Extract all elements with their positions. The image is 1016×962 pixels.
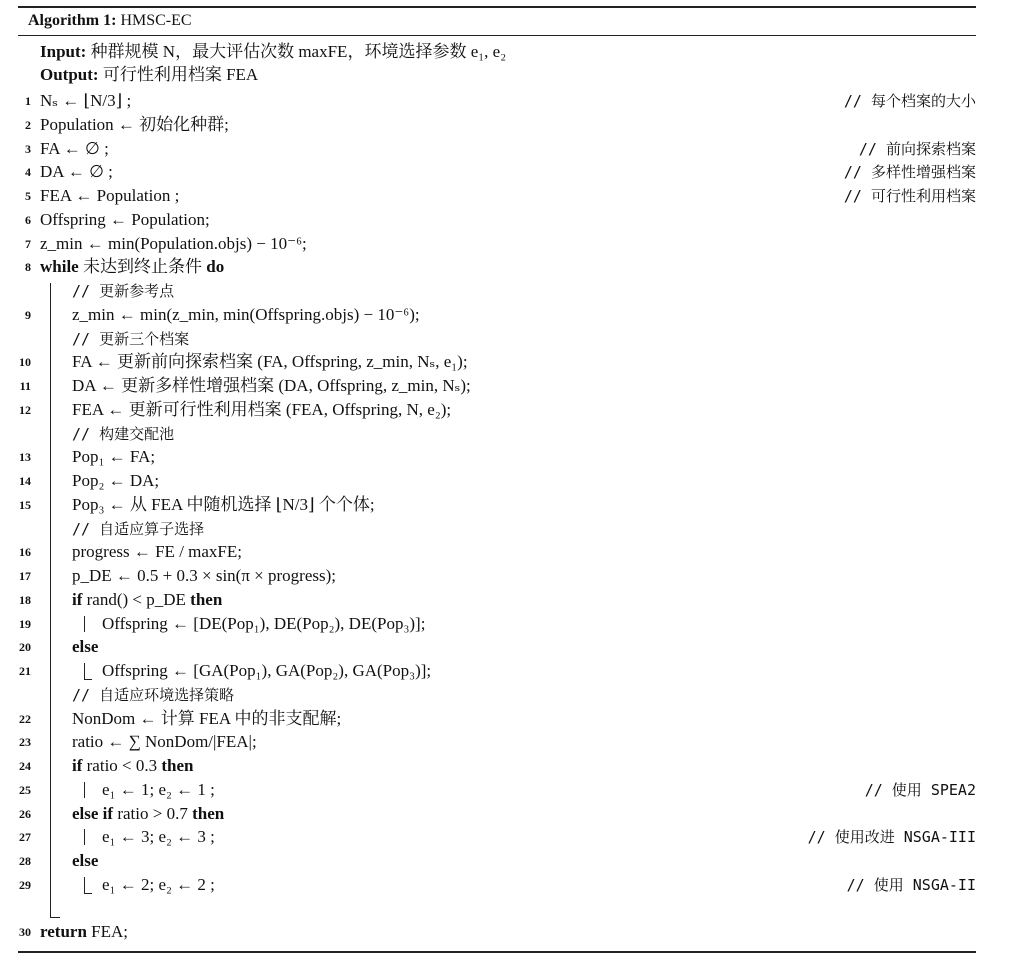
- line-code: [40, 232, 307, 256]
- statement-text: Pop₂ ← DA;: [72, 471, 160, 490]
- right-comment: // 使用 NSGA-II: [846, 875, 976, 894]
- inline-comment: // 更新参考点: [72, 282, 175, 300]
- statement-text: 未达到终止条件: [82, 257, 202, 277]
- line-code: [40, 89, 131, 113]
- while-block-bar: [50, 283, 51, 917]
- line-code: [72, 754, 194, 778]
- input-keyword: Input:: [40, 42, 87, 61]
- algorithm-title: [28, 9, 192, 33]
- right-comment: // 多样性增强档案: [843, 163, 976, 182]
- algorithm-line: [0, 137, 1016, 161]
- line-number: 13: [19, 450, 31, 465]
- inline-comment: // 自适应算子选择: [72, 519, 205, 538]
- line-number: 20: [19, 640, 31, 655]
- while-block-end: [50, 917, 60, 918]
- algorithm-line: [0, 920, 1016, 944]
- algorithm-line: [0, 873, 1016, 897]
- statement-text: ratio ← ∑ NonDom/|FEA|;: [72, 732, 257, 752]
- algorithm-line: [0, 802, 1016, 826]
- algorithm-line: [0, 754, 1016, 778]
- line-number: 14: [19, 474, 31, 488]
- line-code: [72, 303, 420, 327]
- line-number: 17: [19, 569, 31, 583]
- algorithm-line: [0, 255, 1016, 279]
- line-number: 2: [25, 117, 31, 132]
- algorithm-line: [0, 422, 1016, 446]
- algorithm-line: [0, 232, 1016, 256]
- line-code: [102, 778, 215, 802]
- line-code: [72, 849, 98, 873]
- line-code: [72, 730, 257, 754]
- right-comment: // 每个档案的大小: [843, 92, 976, 110]
- line-code: [40, 137, 109, 161]
- algorithm-line: [0, 350, 1016, 374]
- line-code: [102, 825, 215, 849]
- line-number: 12: [19, 402, 31, 417]
- algorithm-line: [0, 398, 1016, 422]
- keyword: while: [40, 257, 79, 277]
- statement-text: FA ← 更新前向探索档案 (FA, Offspring, z_min, Nₛ, e₁);: [72, 352, 468, 372]
- statement-text: FA ← ∅ ;: [40, 138, 109, 158]
- line-number: 8: [25, 260, 31, 275]
- algorithm-line: [0, 303, 1016, 327]
- statement-text: progress ← FE / maxFE;: [72, 542, 242, 562]
- line-number: 24: [19, 759, 31, 773]
- statement-text: Offspring ← Population;: [40, 209, 210, 229]
- line-number: 21: [19, 664, 31, 678]
- algorithm-line: [0, 730, 1016, 754]
- title-rule: [18, 35, 976, 36]
- keyword: else if: [72, 803, 114, 823]
- algorithm-line: [0, 588, 1016, 612]
- elseif-block-bar: [84, 829, 85, 845]
- statement-text: DA ← 更新多样性增强档案 (DA, Offspring, z_min, Nₛ);: [72, 376, 471, 395]
- inline-comment: // 自适应环境选择策略: [72, 685, 235, 704]
- algorithm-line: [0, 89, 1016, 113]
- line-code: [72, 327, 189, 351]
- line-code: [72, 374, 471, 398]
- algorithm-line: [0, 113, 1016, 137]
- statement-text: FEA;: [91, 922, 128, 942]
- line-code: [72, 445, 155, 469]
- algorithm-line: [0, 160, 1016, 184]
- line-code: [40, 255, 224, 279]
- algorithm-label: Algorithm 1:: [28, 12, 117, 29]
- line-number: 15: [19, 497, 31, 512]
- else-block-bar: [84, 663, 85, 679]
- algorithm-line: [0, 327, 1016, 351]
- output-line: [0, 63, 1016, 87]
- right-comment: // 可行性利用档案: [843, 187, 976, 205]
- line-code: [40, 113, 229, 137]
- statement-text: Offspring ← [GA(Pop₁), GA(Pop₂), GA(Pop₃)];: [102, 661, 432, 680]
- keyword: then: [161, 756, 194, 775]
- line-number: 10: [19, 355, 31, 370]
- line-code: [72, 564, 336, 588]
- line-number: 3: [25, 141, 31, 156]
- else-block-bar: [84, 877, 85, 893]
- line-number: 23: [19, 735, 31, 750]
- input-line: [0, 40, 1016, 64]
- algorithm-line: [0, 493, 1016, 517]
- keyword: then: [190, 589, 223, 609]
- line-number: 6: [25, 212, 31, 227]
- statement-text: z_min ← min(Population.objs) − 10⁻⁶;: [40, 233, 307, 253]
- if-block-bar: [84, 616, 85, 632]
- line-code: [102, 659, 431, 683]
- algorithm-line: [0, 564, 1016, 588]
- algorithm-line: [0, 445, 1016, 469]
- statement-text: ratio > 0.7: [117, 803, 188, 823]
- algorithm-line: [0, 469, 1016, 493]
- line-number: 25: [19, 782, 31, 797]
- algorithm-line: [0, 778, 1016, 802]
- keyword: else: [72, 637, 99, 657]
- algorithm-line: [0, 849, 1016, 873]
- line-code: [72, 350, 468, 374]
- keyword: do: [206, 257, 225, 277]
- output-keyword: Output:: [40, 65, 99, 84]
- line-number: 22: [19, 711, 31, 726]
- line-number: 4: [25, 165, 31, 180]
- else-block-end: [84, 679, 92, 680]
- statement-text: FEA ← 更新可行性利用档案 (FEA, Offspring, N, e₂);: [72, 399, 452, 419]
- line-code: [72, 707, 341, 731]
- statement-text: rand() < p_DE: [86, 589, 186, 609]
- top-rule: [18, 6, 976, 8]
- line-code: [72, 469, 159, 493]
- statement-text: ratio < 0.3: [86, 756, 158, 775]
- input-text: 种群规模 N，最大评估次数 maxFE，环境选择参数 e₁, e₂: [90, 42, 507, 61]
- output-text: 可行性利用档案 FEA: [102, 65, 259, 84]
- line-number: 30: [19, 925, 31, 940]
- line-code: [72, 683, 234, 707]
- algorithm-line: [0, 635, 1016, 659]
- line-code: [102, 873, 215, 897]
- line-code: [72, 493, 375, 517]
- line-number: 7: [25, 236, 31, 251]
- statement-text: DA ← ∅ ;: [40, 162, 113, 182]
- algorithm-line: [0, 184, 1016, 208]
- line-code: [72, 802, 224, 826]
- line-code: [40, 160, 113, 184]
- statement-text: e₁ ← 3; e₂ ← 3 ;: [102, 827, 215, 847]
- statement-text: z_min ← min(z_min, min(Offspring.objs) − 10⁻⁶);: [72, 304, 420, 324]
- algorithm-line: [0, 374, 1016, 398]
- line-number: 26: [19, 806, 31, 821]
- if-block-bar: [84, 782, 85, 798]
- algorithm-name: HMSC-EC: [120, 12, 192, 29]
- line-number: 27: [19, 830, 31, 845]
- algorithm-line: [0, 683, 1016, 707]
- line-code: [72, 398, 451, 422]
- line-code: [72, 635, 98, 659]
- line-code: [102, 612, 425, 636]
- keyword: if: [72, 589, 83, 609]
- statement-text: NonDom ← 计算 FEA 中的非支配解;: [72, 708, 342, 728]
- statement-text: FEA ← Population ;: [40, 186, 180, 205]
- line-number: 28: [19, 854, 31, 868]
- algorithm-line: [0, 208, 1016, 232]
- line-code: [72, 279, 174, 303]
- algorithm-line: [0, 707, 1016, 731]
- line-code: [40, 208, 210, 232]
- inline-comment: // 构建交配池: [72, 424, 175, 443]
- line-number: 19: [19, 616, 31, 631]
- line-code: [72, 588, 222, 612]
- right-comment: // 使用 SPEA2: [864, 780, 976, 799]
- line-code: [40, 184, 179, 208]
- bottom-rule: [18, 951, 976, 953]
- algorithm-line: [0, 279, 1016, 303]
- line-number: 1: [25, 94, 31, 108]
- statement-text: Pop₃ ← 从 FEA 中随机选择 ⌊N/3⌋ 个个体;: [72, 494, 375, 514]
- algorithm-line: [0, 897, 1016, 921]
- algorithm-line: [0, 540, 1016, 564]
- line-number: 16: [19, 545, 31, 560]
- algorithm-line: [0, 517, 1016, 541]
- line-code: [72, 540, 242, 564]
- statement-text: Nₛ ← ⌊N/3⌋ ;: [40, 91, 132, 110]
- statement-text: Population ← 初始化种群;: [40, 114, 229, 134]
- keyword: then: [192, 803, 225, 823]
- algorithm-line: [0, 612, 1016, 636]
- inline-comment: // 更新三个档案: [72, 329, 190, 348]
- line-number: 29: [19, 877, 31, 892]
- right-comment: // 使用改进 NSGA-III: [807, 828, 976, 847]
- statement-text: e₁ ← 1; e₂ ← 1 ;: [102, 779, 215, 799]
- right-comment: // 前向探索档案: [858, 139, 976, 158]
- keyword: else: [72, 851, 99, 870]
- statement-text: Pop₁ ← FA;: [72, 447, 156, 467]
- statement-text: e₁ ← 2; e₂ ← 2 ;: [102, 874, 215, 894]
- statement-text: Offspring ← [DE(Pop₁), DE(Pop₂), DE(Pop₃)];: [102, 613, 426, 633]
- line-number: 11: [19, 379, 31, 393]
- line-code: [72, 517, 204, 541]
- line-number: 5: [25, 189, 31, 203]
- keyword: if: [72, 756, 83, 775]
- line-number: 9: [25, 307, 31, 322]
- keyword: return: [40, 922, 87, 942]
- statement-text: p_DE ← 0.5 + 0.3 × sin(π × progress);: [72, 566, 336, 585]
- line-code: [72, 422, 174, 446]
- line-code: [40, 920, 128, 944]
- algorithm-line: [0, 825, 1016, 849]
- else-block-end: [84, 893, 92, 894]
- algorithm-line: [0, 659, 1016, 683]
- line-number: 18: [19, 592, 31, 607]
